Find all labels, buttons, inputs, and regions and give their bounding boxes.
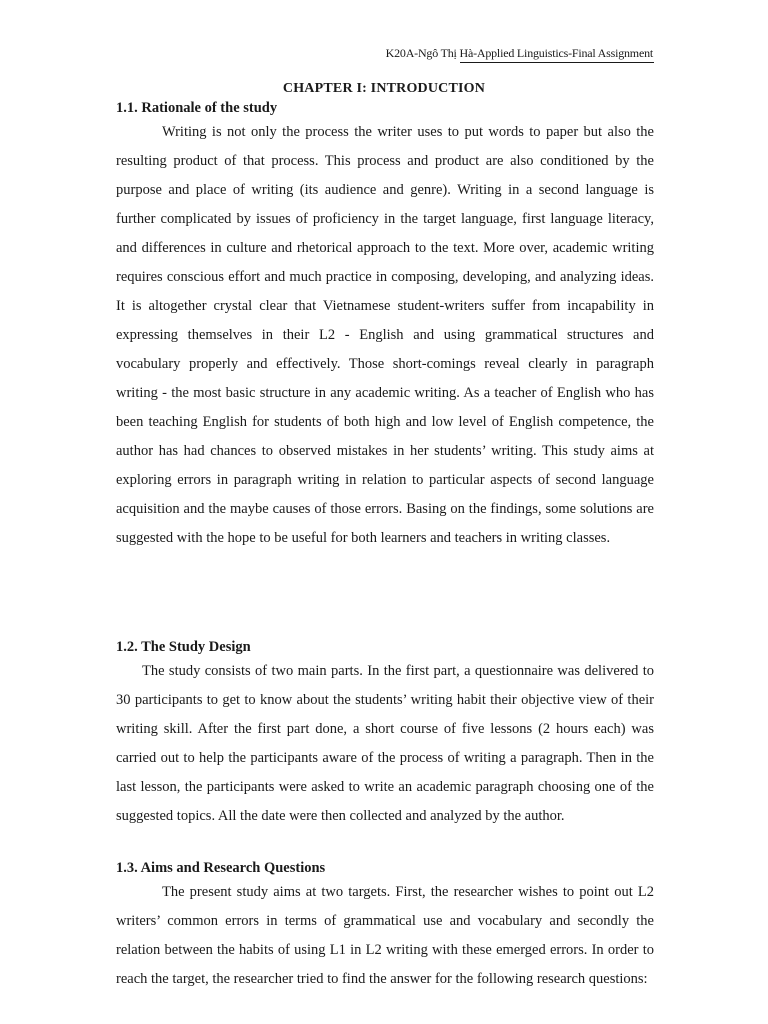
section-heading: 1.2. The Study Design — [116, 639, 251, 655]
section-heading: 1.3. Aims and Research Questions — [116, 860, 326, 876]
section-heading: 1.1. Rationale of the study — [116, 100, 278, 116]
section-study-design — [116, 637, 654, 831]
chapter-title: CHAPTER I: INTRODUCTION — [282, 81, 486, 96]
section-paragraph: The study consists of two main parts. In the first part, a questionnaire was delivered to 30 participants to get to know about the students’ writing habit their objective view of their writing skill. After the first part done, a short course of five lessons (2 hours each) was carried out to help the participants aware of the process of writing a paragraph. Then in the last lesson, the participants were asked to write an academic paragraph choosing one of the suggested topics. All the date were then collected and analyzed by the author. — [116, 663, 654, 824]
header-underline — [460, 62, 654, 63]
section-aims-questions — [116, 858, 654, 994]
section-paragraph: Writing is not only the process the writer uses to put words to paper but also the resulting product of that process. This process and product are also conditioned by the purpose and place of writing (its audience and genre). Writing in a second language is further complicated by issues of proficiency in the target language, first language literacy, and differences in culture and rhetorical approach to the text. More over, academic writing requires conscious effort and much practice in composing, developing, and analyzing ideas. It is altogether crystal clear that Vietnamese student-writers suffer from incapability in expressing themselves in their L2 - English and using grammatical structures and vocabulary properly and effectively. Those short-comings reveal clearly in paragraph writing - the most basic structure in any academic writing. As a teacher of English who has been teaching English for students of both high and low level of English competence, the author has had chances to observed mistakes in her students’ writing. This study aims at exploring errors in paragraph writing in relation to particular aspects of second language acquisition and the maybe causes of those errors. Basing on the findings, some solutions are suggested with the hope to be useful for both learners and teachers in writing classes. — [116, 124, 654, 546]
section-paragraph: The present study aims at two targets. First, the researcher wishes to point out L2 writers’ common errors in terms of grammatical use and vocabulary and secondly the relation between the habits of using L1 in L2 writing with these emerged errors. In order to reach the target, the researcher tried to find the answer for the following research questions: — [116, 884, 654, 987]
running-header: K20A-Ngô Thị Hà-Applied Linguistics-Final Assignment — [385, 46, 653, 60]
section-rationale — [116, 98, 654, 553]
